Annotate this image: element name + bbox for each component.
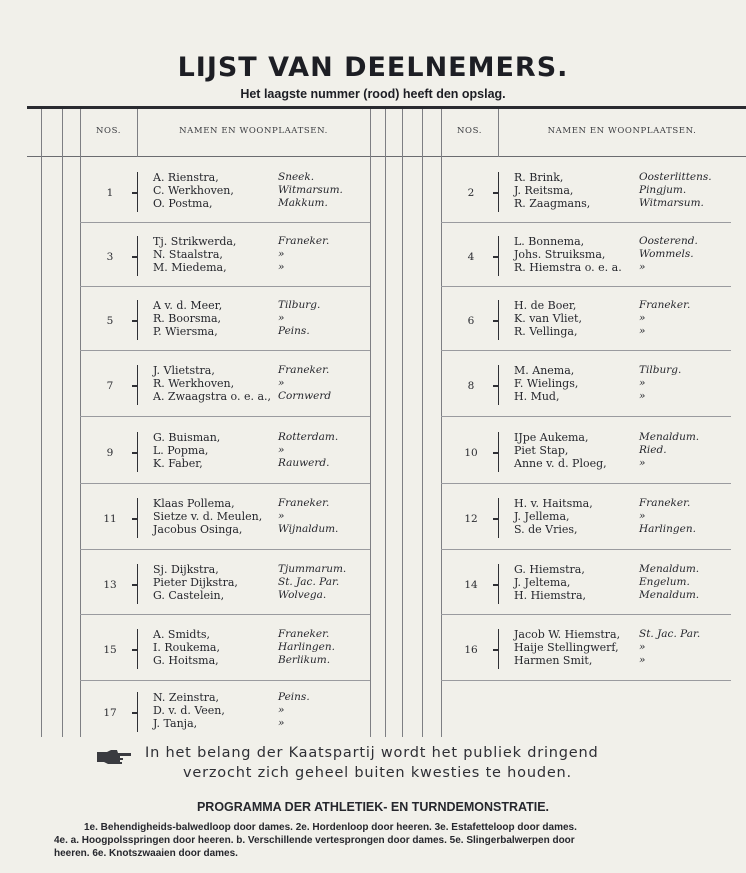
participant-name: Tj. Strikwerda, [153,235,237,248]
row-separator [80,350,370,351]
participant-place: » [639,325,646,337]
entry-number: 11 [103,513,117,525]
brace-mark [498,432,507,472]
participant-name: Sj. Dijkstra, [153,563,219,576]
participant-name: Harmen Smit, [514,654,593,667]
participant-name: J. Reitsma, [514,184,574,197]
participant-place: Harlingen. [639,523,696,535]
participant-entry [82,418,382,485]
participant-name: H. Mud, [514,390,560,403]
brace-mark [498,498,507,538]
entry-number: 10 [464,447,478,459]
participant-place: St. Jac. Par. [278,576,340,588]
programme-line-1: 1e. Behendigheids-balwedloop door dames. 2e. Hordenloop door heeren. 3e. Estafetteloop door dames. [84,822,577,833]
participant-place: » [639,377,646,389]
participant-name: Piet Stap, [514,444,569,457]
participant-name: K. van Vliet, [514,312,582,325]
column-line [422,109,423,737]
participant-place: Menaldum. [639,563,700,575]
participant-name: A v. d. Meer, [153,299,223,312]
participant-place: » [278,377,285,389]
notice-line-2: verzocht zich geheel buiten kwesties te houden. [183,765,572,781]
brace-mark [498,629,507,669]
page-subtitle: Het laagste nummer (rood) heeft den opslag. [240,87,506,101]
entry-number: 17 [103,707,117,719]
brace-mark [137,564,146,604]
participant-name: L. Popma, [153,444,209,457]
participant-name: A. Rienstra, [153,171,219,184]
participant-place: » [278,248,285,260]
participant-name: C. Werkhoven, [153,184,234,197]
brace-mark [137,629,146,669]
entry-number: 6 [467,315,475,327]
participant-place: Witmarsum. [639,197,704,209]
column-line [385,109,386,737]
participant-name: Anne v. d. Ploeg, [514,457,607,470]
participant-entry [82,160,382,224]
participant-place: Tilburg. [278,299,321,311]
participant-entry [82,551,382,616]
participant-place: Oosterlittens. [639,171,712,183]
column-line [80,109,81,737]
participant-place: » [639,510,646,522]
programme-line-2: 4e. a. Hoogpolsspringen door heeren. b. Verschillende vertesprongen door dames. 5e. Slingerbalwerpen door [54,835,575,846]
participant-name: N. Zeinstra, [153,691,220,704]
participant-place: Makkum. [278,197,328,209]
entry-number: 16 [464,644,478,656]
pointing-hand-icon [95,749,133,765]
participant-entry [443,288,743,352]
row-separator [441,549,731,550]
brace-mark [498,236,507,276]
column-line [402,109,403,737]
participant-name: N. Staalstra, [153,248,223,261]
participant-place: » [278,510,285,522]
row-separator [441,680,731,681]
participant-name: J. Vlietstra, [153,364,215,377]
participant-entry [443,224,743,288]
participant-name: R. Hiemstra o. e. a. [514,261,622,274]
participant-name: Jacobus Osinga, [153,523,243,536]
header-names-left: NAMEN EN WOONPLAATSEN. [179,126,328,136]
participant-place: » [639,641,646,653]
brace-mark [137,498,146,538]
participant-name: J. Jellema, [514,510,570,523]
row-separator [80,483,370,484]
participant-name: Sietze v. d. Meulen, [153,510,263,523]
participant-place: Berlikum. [278,654,331,666]
participant-place: Harlingen. [278,641,335,653]
participant-place: Pingjum. [639,184,687,196]
brace-mark [137,692,146,732]
column-line [441,109,442,737]
page-title: LIJST VAN DEELNEMERS. [177,52,569,83]
participant-place: » [639,261,646,273]
participant-place: Franeker. [639,299,691,311]
participant-name: F. Wielings, [514,377,579,390]
row-separator [441,483,731,484]
participant-name: R. Werkhoven, [153,377,235,390]
participant-name: L. Bonnema, [514,235,585,248]
participant-place: Wijnaldum. [278,523,339,535]
participant-place: Wommels. [639,248,694,260]
participant-place: Peins. [278,691,310,703]
participant-place: » [278,704,285,716]
participant-name: A. Smidts, [153,628,211,641]
participant-name: IJpe Aukema, [514,431,589,444]
participant-place: St. Jac. Par. [639,628,701,640]
participant-name: R. Boorsma, [153,312,221,325]
row-separator [80,222,370,223]
participant-place: Sneek. [278,171,315,183]
participant-place: Franeker. [278,497,330,509]
brace-mark [137,236,146,276]
entry-number: 1 [106,187,114,199]
top-rule [27,106,746,109]
participant-place: » [639,457,646,469]
entry-number: 14 [464,579,478,591]
row-separator [80,286,370,287]
participant-place: Rauwerd. [278,457,330,469]
participant-place: » [278,717,285,729]
entry-number: 5 [106,315,114,327]
participant-entry [443,485,743,551]
participant-name: Johs. Struiksma, [514,248,606,261]
row-separator [80,416,370,417]
participant-place: » [278,444,285,456]
participant-place: Tjummarum. [278,563,347,575]
entry-number: 4 [467,251,475,263]
participant-name: M. Miedema, [153,261,227,274]
participant-entry [443,616,743,682]
column-line [41,109,42,737]
header-nos-right: NOS. [456,126,483,136]
participant-name: D. v. d. Veen, [153,704,225,717]
participant-name: R. Brink, [514,171,564,184]
row-separator [80,614,370,615]
participant-place: Oosterend. [639,235,698,247]
brace-mark [137,432,146,472]
participant-place: Engelum. [639,576,690,588]
participant-name: Klaas Pollema, [153,497,235,510]
brace-mark [498,172,507,212]
brace-mark [498,564,507,604]
participant-name: G. Hoitsma, [153,654,219,667]
participant-name: K. Faber, [153,457,203,470]
notice-line-1: In het belang der Kaatspartij wordt het publiek dringend [145,745,599,761]
entry-number: 12 [464,513,478,525]
participant-name: A. Zwaagstra o. e. a., [153,390,272,403]
participant-entry [82,224,382,288]
participant-place: Wolvega. [278,589,327,601]
participant-name: Pieter Dijkstra, [153,576,238,589]
participant-name: R. Vellinga, [514,325,578,338]
participant-name: S. de Vries, [514,523,578,536]
participant-entry [82,485,382,551]
programme-line-3: heeren. 6e. Knotszwaaien door dames. [54,848,238,859]
participant-place: Rotterdam. [278,431,339,443]
brace-mark [137,300,146,340]
participant-place: Cornwerd [278,390,332,402]
participant-place: Franeker. [278,628,330,640]
participant-place: » [639,390,646,402]
participant-place: Menaldum. [639,589,700,601]
participant-name: G. Hiemstra, [514,563,585,576]
participant-place: Peins. [278,325,310,337]
entry-number: 15 [103,644,117,656]
entry-number: 3 [106,251,114,263]
participant-place: » [639,312,646,324]
participant-name: J. Jeltema, [514,576,571,589]
participant-place: Witmarsum. [278,184,343,196]
participant-name: J. Tanja, [153,717,198,730]
row-separator [441,350,731,351]
header-names-right: NAMEN EN WOONPLAATSEN. [547,126,697,136]
participant-place: » [278,261,285,273]
participant-name: H. de Boer, [514,299,577,312]
participant-entry [443,551,743,616]
entry-number: 7 [106,380,114,392]
participant-name: I. Roukema, [153,641,220,654]
row-separator [441,614,731,615]
participant-place: » [278,312,285,324]
row-separator [80,549,370,550]
participant-name: G. Buisman, [153,431,221,444]
participant-entry [443,352,743,418]
participant-entry [82,616,382,682]
participant-place: Franeker. [639,497,691,509]
brace-mark [498,300,507,340]
participant-name: Jacob W. Hiemstra, [514,628,621,641]
participant-place: Ried. [639,444,667,456]
participant-name: H. Hiemstra, [514,589,587,602]
participant-name: H. v. Haitsma, [514,497,593,510]
participant-entry [82,352,382,418]
column-line [62,109,63,737]
entry-number: 13 [103,579,117,591]
participant-name: Haije Stellingwerf, [514,641,619,654]
entry-number: 9 [106,447,114,459]
participant-entry [82,682,382,742]
participant-entry [443,418,743,485]
participant-name: G. Castelein, [153,589,225,602]
brace-mark [137,365,146,405]
row-separator [441,286,731,287]
entry-number: 8 [467,380,475,392]
brace-mark [498,365,507,405]
row-separator [441,222,731,223]
participant-place: Tilburg. [639,364,682,376]
participant-name: M. Anema, [514,364,575,377]
participant-entry [443,160,743,224]
participant-place: Franeker. [278,235,330,247]
header-nos-left: NOS. [95,126,122,136]
brace-mark [137,172,146,212]
header-rule [27,156,746,157]
entry-number: 2 [467,187,475,199]
row-separator [441,416,731,417]
participant-place: » [639,654,646,666]
participant-place: Menaldum. [639,431,700,443]
programme-title: PROGRAMMA DER ATHLETIEK- EN TURNDEMONSTRATIE. [196,800,550,814]
participant-entry [82,288,382,352]
participant-name: R. Zaagmans, [514,197,591,210]
participant-place: Franeker. [278,364,330,376]
participant-name: P. Wiersma, [153,325,218,338]
row-separator [80,680,370,681]
participant-name: O. Postma, [153,197,213,210]
